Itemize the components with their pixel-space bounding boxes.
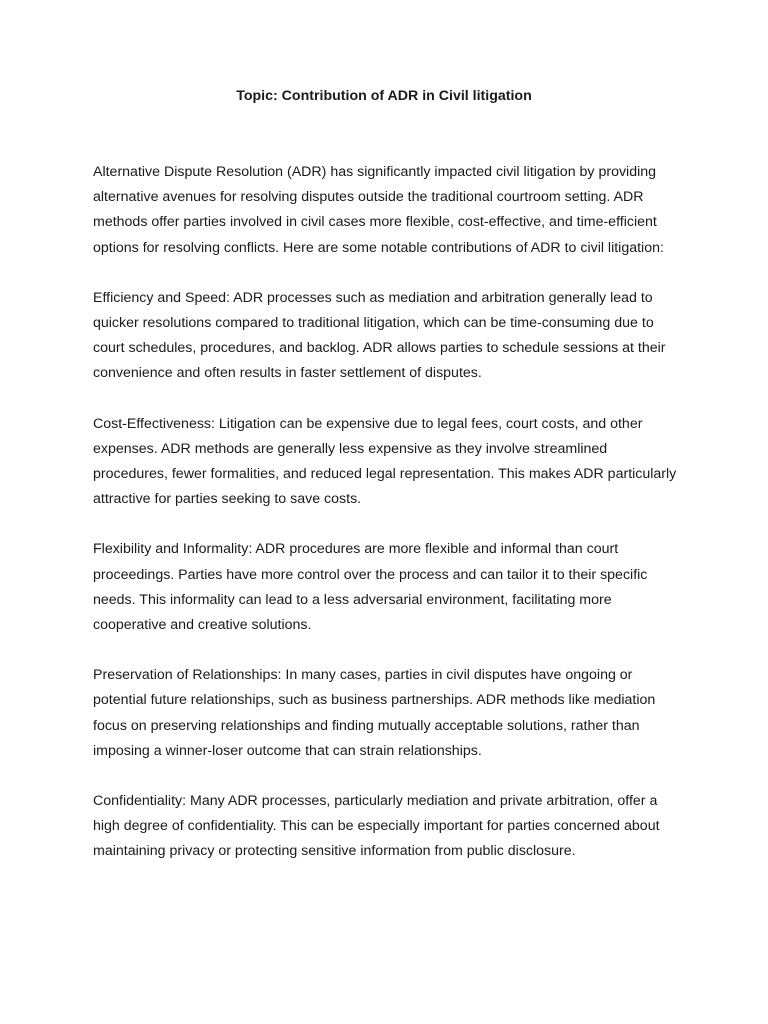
document-body	[93, 160, 683, 890]
paragraph-confidentiality: Confidentiality: Many ADR processes, particularly mediation and private arbitration, offer a high degree of confidentiality. This can be especially important for parties concerned about maintaining privacy or protecting sensitive information from public disclosure.	[93, 793, 660, 860]
paragraph-efficiency-and-speed: Efficiency and Speed: ADR processes such as mediation and arbitration generally lead to quicker resolutions compared to traditional litigation, which can be time-consuming due to court schedules, procedures, and backlog. ADR allows parties to schedule sessions at their convenience and often results in faster settlement of disputes.	[93, 289, 666, 382]
paragraph-introduction: Alternative Dispute Resolution (ADR) has significantly impacted civil litigation by providing alternative avenues for resolving disputes outside the traditional courtroom setting. ADR methods offer parties involved in civil cases more flexible, cost-effective, and time-efficient options for resolving conflicts. Here are some notable contributions of ADR to civil litigation:	[93, 164, 664, 256]
paragraph-preservation-of-relationships: Preservation of Relationships: In many cases, parties in civil disputes have ongoing or potential future relationships, such as business partnerships. ADR methods like mediation focus on preserving relationships and finding mutually acceptable solutions, rather than imposing a winner-loser outcome that can strain relationships.	[93, 667, 656, 759]
paragraph-flexibility-and-informality: Flexibility and Informality: ADR procedures are more flexible and informal than court proceedings. Parties have more control over the process and can tailor it to their specific needs. This informality can lead to a less adversarial environment, facilitating more cooperative and creative solutions.	[93, 541, 648, 634]
paragraph-cost-effectiveness: Cost-Effectiveness: Litigation can be expensive due to legal fees, court costs, and other expenses. ADR methods are generally less expensive as they involve streamlined procedures, fewer formalities, and reduced legal representation. This makes ADR particularly attractive for parties seeking to save costs.	[93, 415, 677, 508]
document-title: Topic: Contribution of ADR in Civil litigation	[236, 88, 532, 104]
